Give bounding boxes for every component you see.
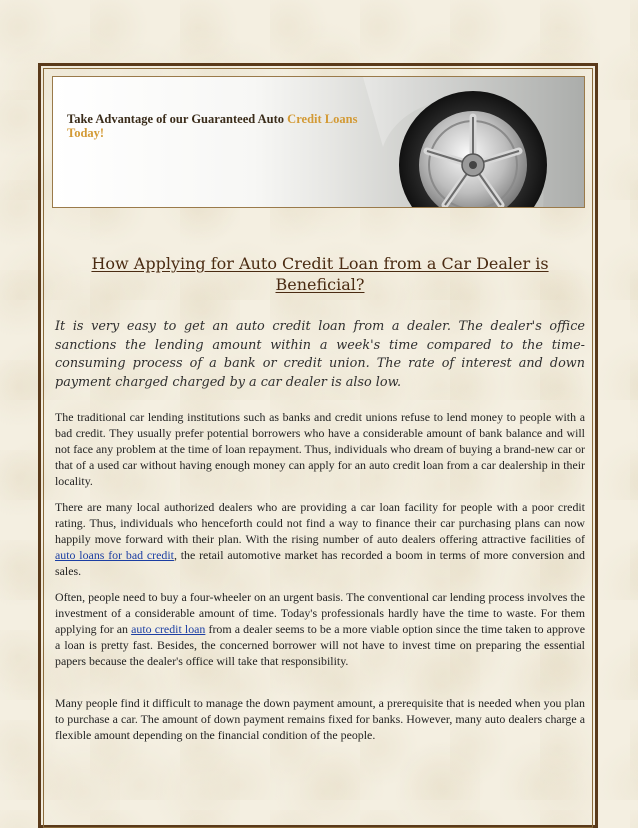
auto-loans-bad-credit-link[interactable]: auto loans for bad credit — [55, 548, 174, 562]
p3-text-end: from a dealer seems to be a more viable option since the time taken to approve a loan is pretty fast. Besides, the concerned borrower will not have to invest time on preparing the essential papers because the dealer's office will take that responsibility. — [55, 622, 585, 668]
body-paragraph-3 — [55, 589, 585, 669]
body-paragraph-1: The traditional car lending institutions such as banks and credit unions refuse to lend money to people with a bad credit. They usually prefer potential borrowers who have a considerable amount of bank balance and will not face any problem at the time of loan repayment. Thus, individuals who dream of buying a brand-new car or that of a used car without having enough money can apply for an auto credit loan from a car dealership in their locality. — [55, 410, 585, 488]
lead-paragraph: It is very easy to get an auto credit loan from a dealer. The dealer's office sanctions the lending amount within a week's time compared to the time-consuming process of a bank or credit union. The rate of interest and down payment charged charged by a car dealer is also low. — [55, 319, 585, 390]
banner-text-main: Take Advantage of our Guaranteed Auto — [67, 112, 288, 126]
p2-text-start: There are many local authorized dealers who are providing a car loan facility for people with a poor credit rating. Thus, individuals who henceforth could not find a way to finance their car purchasing plans can now happily move forward with their plan. With the rising number of auto dealers offering attractive facilities of — [55, 500, 585, 546]
auto-credit-loan-link[interactable]: auto credit loan — [131, 622, 206, 636]
header-banner — [52, 76, 585, 208]
p3-text-start: Often, people need to buy a four-wheeler on an urgent basis. The conventional car lending process involves the investment of a considerable amount of time. Today's professionals hardly have the time to waste. For them applying for an — [55, 590, 585, 636]
article-title: How Applying for Auto Credit Loan from a Car Dealer is Beneficial? — [91, 254, 549, 294]
banner-text-highlight: Credit Loans — [287, 112, 358, 126]
body-paragraph-2 — [55, 499, 585, 579]
banner-text-today: Today! — [67, 126, 105, 140]
body-paragraph-4: Many people find it difficult to manage the down payment amount, a prerequisite that is needed when you plan to purchase a car. The amount of down payment remains fixed for banks. However, many auto dealers charge a flexible amount depending on the financial condition of the people. — [55, 696, 585, 742]
p2-text-end: , the retail automotive market has recorded a boom in terms of more conversion and sales. — [55, 548, 585, 578]
car-wheel-image — [333, 77, 585, 208]
